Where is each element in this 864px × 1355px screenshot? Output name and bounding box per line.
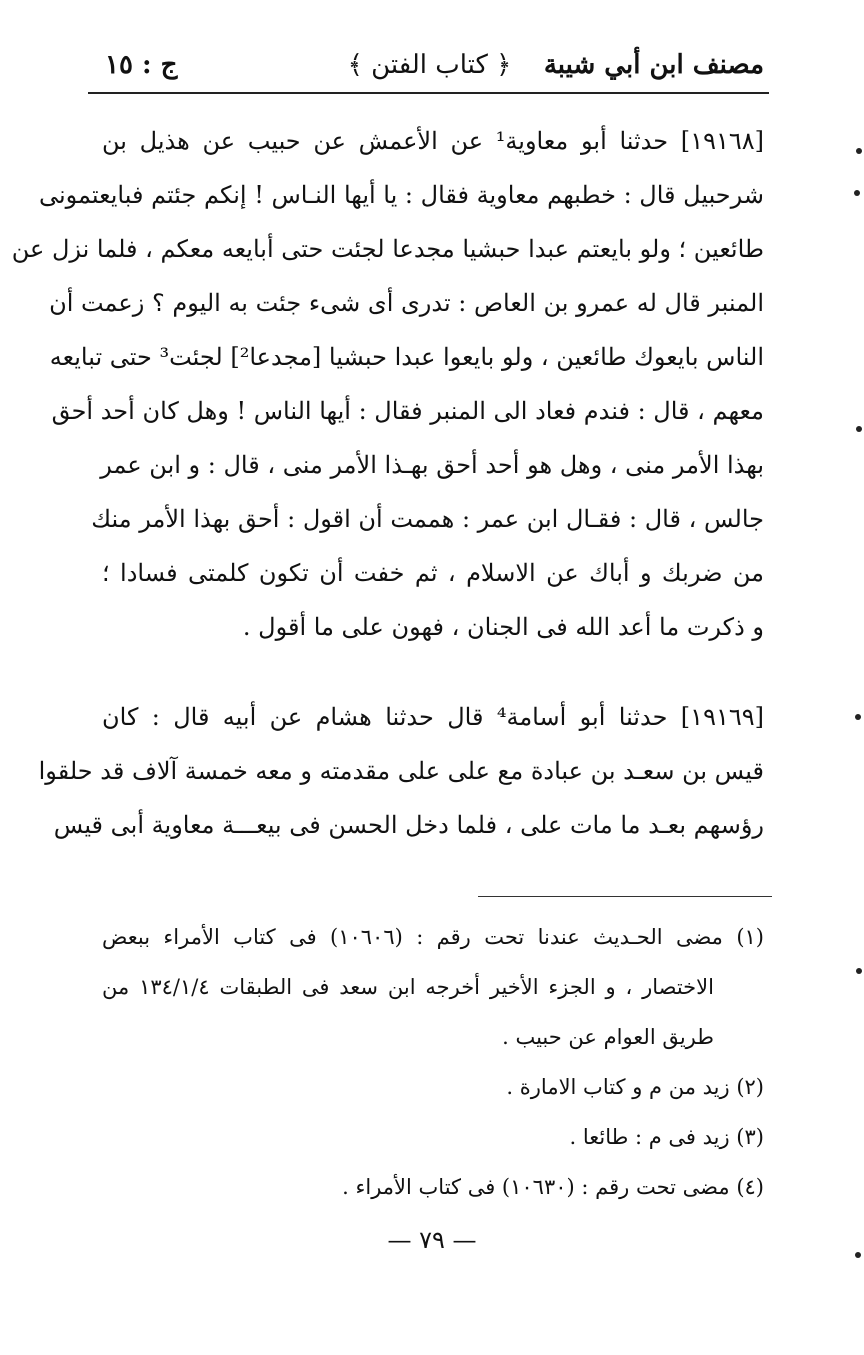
scan-mark	[855, 714, 861, 720]
scan-mark	[856, 426, 862, 432]
footnote-2: (٢) زيد من م و كتاب الامارة .	[506, 1075, 764, 1099]
scan-mark	[856, 968, 862, 974]
header-rule	[88, 92, 769, 94]
footnote-4: (٤) مضى تحت رقم : (١٠٦٣٠) فى كتاب الأمراء .	[342, 1175, 764, 1199]
text-line: و ذكرت ما أعد الله فى الجنان ، فهون على ما أقول .	[242, 613, 764, 641]
text-line: شرحبيل قال : خطبهم معاوية فقال : يا أيها النـاس ! إنكم جئتم فبايعتمونى	[38, 181, 764, 209]
text-line: قيس بن سعـد بن عبادة مع على على مقدمته و معه خمسة آلاف قد حلقوا	[38, 757, 764, 785]
text-line: بهذا الأمر منى ، وهل هو أحد أحق بهـذا الأمر منى ، قال : و ابن عمر	[100, 451, 764, 479]
book-title: مصنف ابن أبي شيبة	[543, 50, 764, 80]
text-line: طائعين ؛ ولو بايعتم عبدا حبشيا مجدعا لجئت حتى أبايعه معكم ، فلما نزل عن	[11, 235, 764, 263]
text-line: من ضربك و أباك عن الاسلام ، ثم خفت أن تكون كلمتى فسادا ؛	[102, 559, 764, 587]
page-number: — ٧٩ —	[387, 1226, 477, 1254]
text-line: [١٩١٦٨] حدثنا أبو معاوية¹ عن الأعمش عن حبيب عن هذيل بن	[102, 127, 765, 155]
text-line: الناس بايعوك طائعين ، ولو بايعوا عبدا حبشيا [مجدعا²] لجئت³ حتى تبايعه	[49, 343, 764, 371]
page-header	[95, 50, 764, 90]
scan-mark	[855, 1252, 861, 1258]
hadith-19169	[38, 690, 764, 852]
footnote-1-line: (١) مضى الحـديث عندنا تحت رقم : (١٠٦٠٦) فى كتاب الأمراء ببعض	[102, 925, 764, 949]
text-line: المنبر قال له عمرو بن العاص : تدرى أى شىء جئت به اليوم ؟ زعمت أن	[49, 289, 764, 317]
text-line: جالس ، قال : فقـال ابن عمر : هممت أن اقول : أحق بهذا الأمر منك	[91, 505, 764, 533]
text-line: [١٩١٦٩] حدثنا أبو أسامة⁴ قال حدثنا هشام عن أبيه قال : كان	[102, 703, 764, 731]
footnote-1-line: طريق العوام عن حبيب .	[502, 1025, 714, 1049]
hadith-19168	[11, 114, 765, 654]
chapter-title: ﴿ كتاب الفتن ﴾	[347, 50, 512, 80]
scan-mark	[854, 190, 860, 196]
footnote-1-line: الاختصار ، و الجزء الأخير أخرجه ابن سعد فى الطبقات ١٣٤/١/٤ من	[102, 975, 714, 999]
text-line: معهم ، قال : فندم فعاد الى المنبر فقال : أيها الناس ! وهل كان أحد أحق	[51, 397, 764, 425]
volume-number: ج : ١٥	[105, 50, 178, 80]
footnote-separator	[478, 896, 772, 897]
footnote-3: (٣) زيد فى م : طائعا .	[569, 1125, 764, 1149]
scan-mark	[856, 148, 862, 154]
text-line: رؤسهم بعـد ما مات على ، فلما دخل الحسن فى بيعـــة معاوية أبى قيس	[53, 811, 764, 839]
footnotes	[102, 912, 764, 1212]
